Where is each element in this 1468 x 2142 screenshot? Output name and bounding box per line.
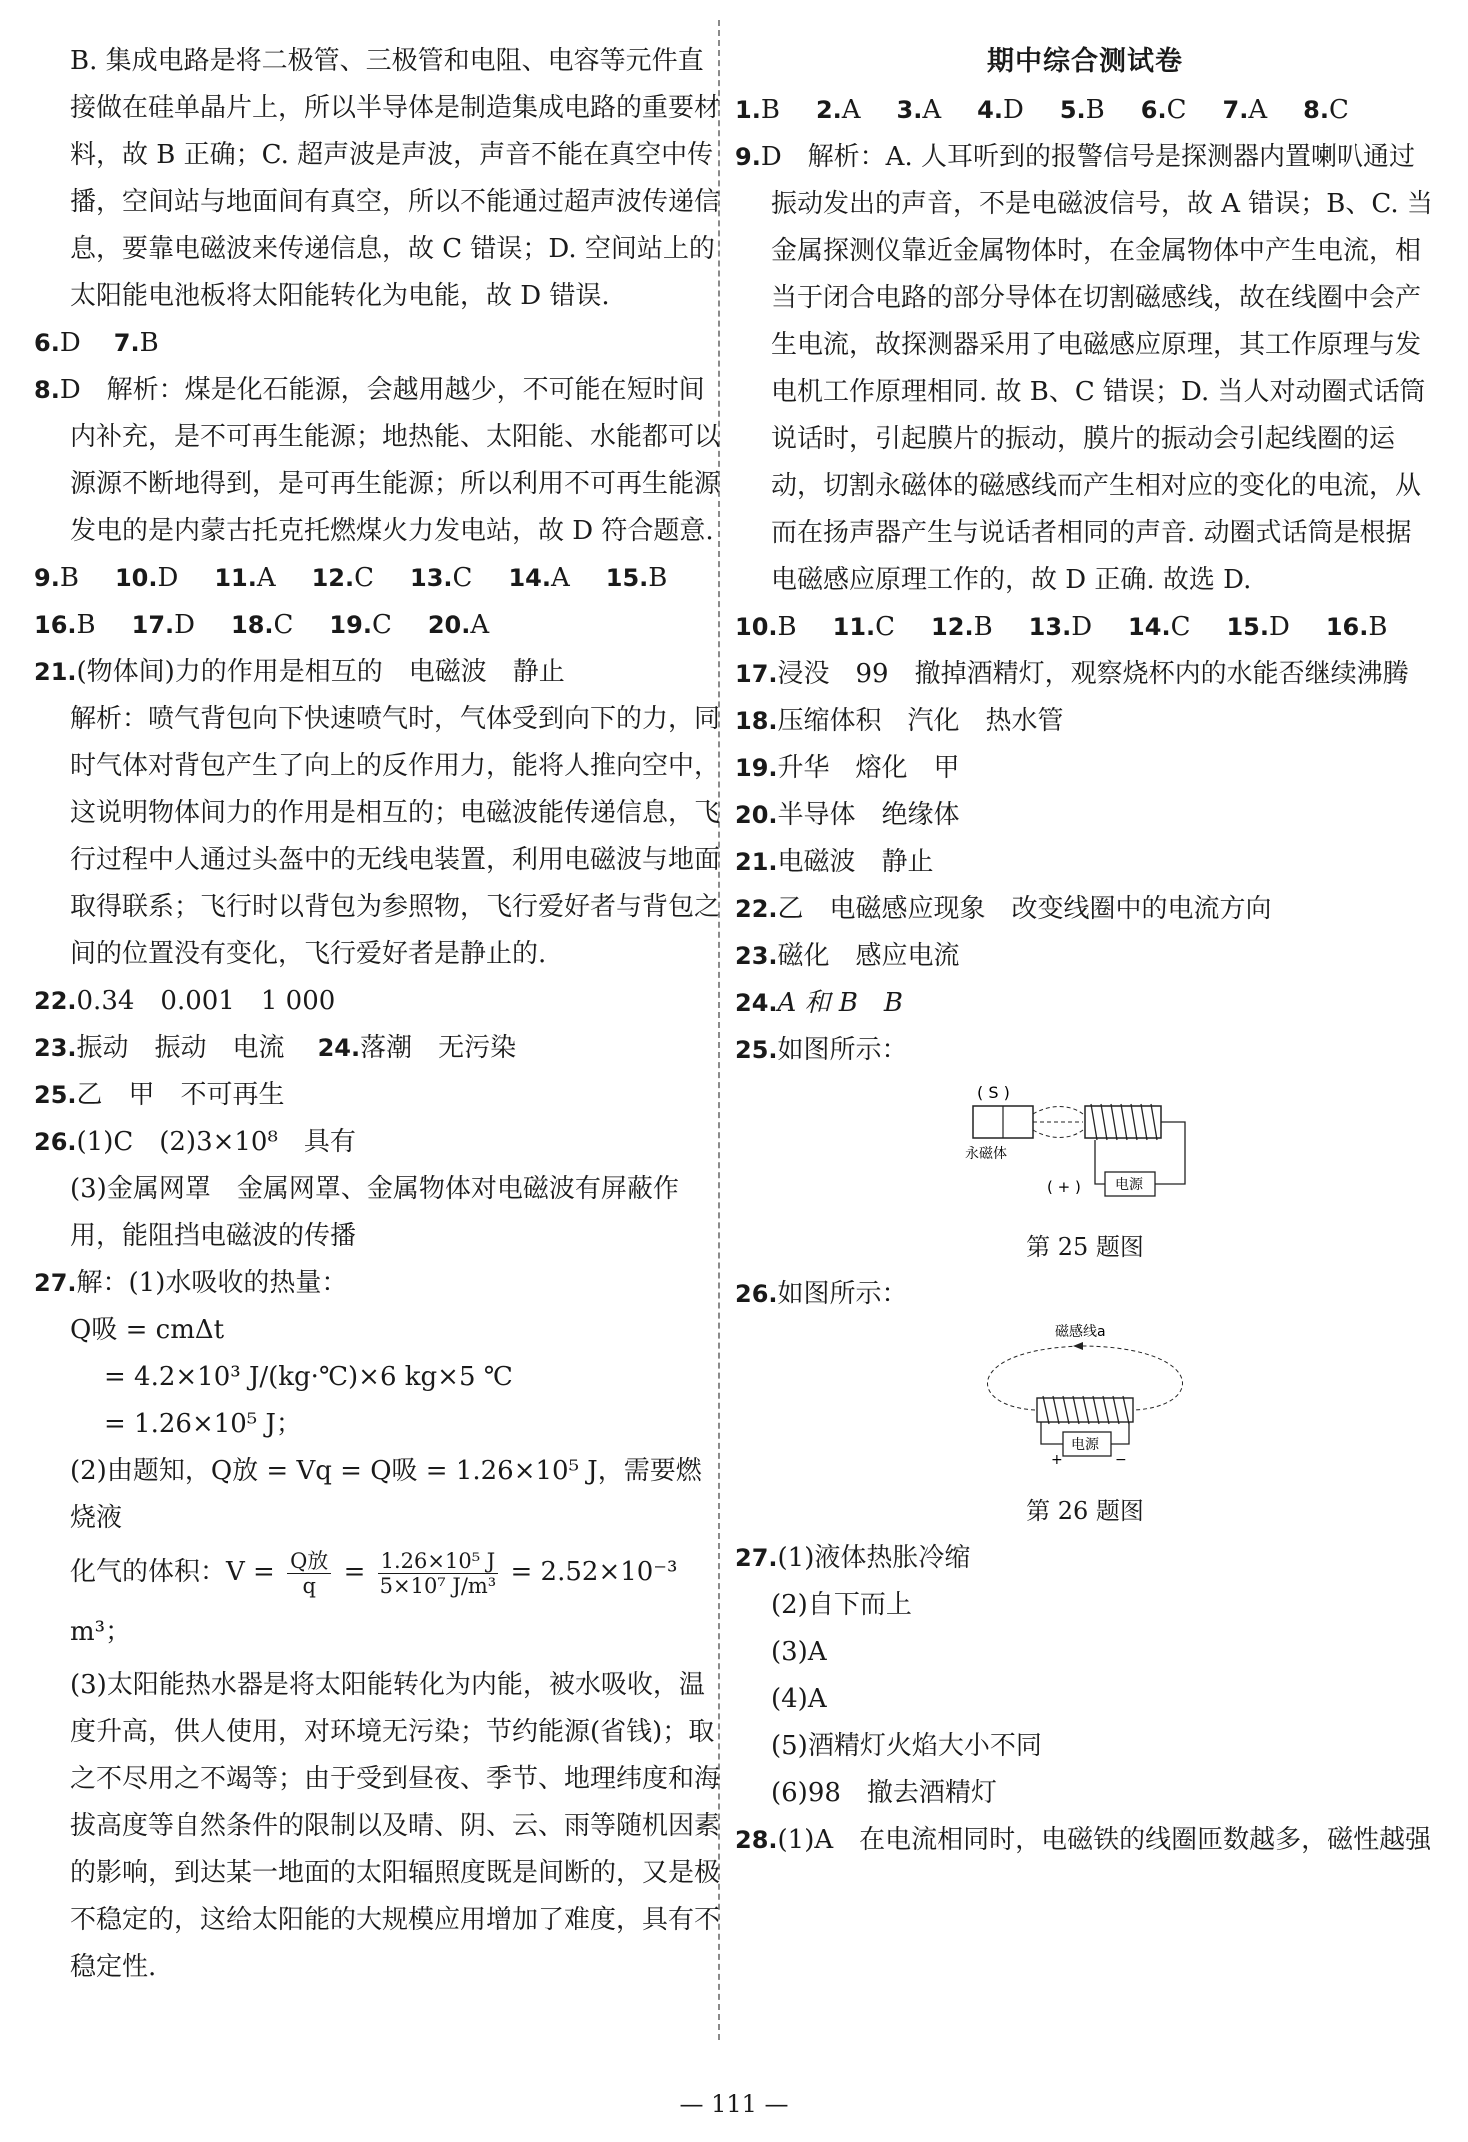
answer-27-part4: (4)A — [771, 1684, 827, 1714]
answer-item: 11.A — [214, 563, 276, 593]
answer-6-7: 6.D 7.B — [34, 328, 159, 358]
answer-item: 12.C — [311, 563, 375, 593]
answer-21-explanation: 解析：喷气背包向下快速喷气时，气体受到向下的力，同时气体对背包产生了向上的反作用力，能将人推向空中，这说明物体间力的作用是相互的；电磁波能传递信息，飞行过程中人通过头盔中的无线电装置，利用电磁波与地面取得联系；飞行时以背包为参照物，飞行爱好者与背包之间的位置没有变化，飞行爱好者是静止的. — [70, 704, 721, 969]
answer-row-16-20 — [34, 602, 724, 649]
answer-item: 5.B — [1059, 95, 1105, 125]
answer-26: 26.如图所示： — [735, 1279, 908, 1309]
answer-27-part3: (3)太阳能热水器是将太阳能转化为内能，被水吸收，温度升高，供人使用，对环境无污染；节约能源(省钱)；取之不尽用之不竭等；由于受到昼夜、季节、地理纬度和海拔高度等自然条件的限制以及晴、阴、云、雨等随机因素的影响，到达某一地面的太阳辐照度既是间断的，又是极不稳定的，这给太阳能的大规模应用增加了难度，具有不稳定性. — [70, 1670, 721, 1982]
answer-item: 4.D — [977, 95, 1024, 125]
fraction-q-over-q: $\frac{\text{Q放}}{q}$ — [287, 1549, 331, 1598]
answer-item: 11.C — [832, 612, 896, 642]
answer-21: 21.(物体间)力的作用是相互的 电磁波 静止 — [34, 657, 565, 687]
answer-24: 24.A 和 B B — [735, 988, 904, 1018]
answer-21: 21.电磁波 静止 — [735, 847, 934, 877]
answer-27-part2: (2)自下而上 — [771, 1590, 912, 1620]
answer-item: 18.C — [231, 610, 294, 640]
answer-item: 7.A — [1222, 95, 1268, 125]
answer-25: 25.乙 甲 不可再生 — [34, 1080, 285, 1110]
pole-label: ( S ) — [977, 1083, 1010, 1102]
answer-item: 2.A — [815, 95, 861, 125]
plus-label: ( + ) — [1047, 1178, 1081, 1196]
answer-item: 14.C — [1128, 612, 1191, 642]
right-column — [735, 38, 1435, 1864]
answer-19: 19.升华 熔化 甲 — [735, 753, 960, 783]
figure-26 — [735, 1318, 1435, 1535]
answer-18: 18.压缩体积 汽化 热水管 — [735, 706, 1064, 736]
figure-25 — [735, 1074, 1435, 1271]
answer-27: 27.(1)液体热胀冷缩 — [735, 1543, 971, 1573]
formula-volume-intro: (2)由题知，Q放 = Vq = Q吸 = 1.26×10⁵ J，需要燃烧液 — [70, 1456, 702, 1533]
answer-27: 27.解：(1)水吸收的热量： — [34, 1268, 348, 1298]
answer-item: 17.D — [131, 610, 195, 640]
answer-item: 15.B — [605, 563, 668, 593]
answer-23: 23.磁化 感应电流 — [735, 941, 960, 971]
answer-item: 13.D — [1028, 612, 1093, 642]
answer-item: 3.A — [896, 95, 942, 125]
answer-5-continued: B. 集成电路是将二极管、三极管和电阻、电容等元件直接做在硅单晶片上，所以半导体是制造集成电路的重要材料，故 B 正确；C. 超声波是声波，声音不能在真空中传播，空间站与地面间有真空，所以不能通过超声波传递信息，要靠电磁波来传递信息，故 C 错误；D. 空间站上的太阳能电池板将太阳能转化为电能，故 D 错误. — [70, 46, 721, 311]
figure-25-diagram — [955, 1074, 1215, 1204]
power-label: 电源 — [1071, 1437, 1099, 1453]
answer-item: 19.C — [329, 610, 392, 640]
answer-23-24: 23.振动 振动 电流 24.落潮 无污染 — [34, 1033, 517, 1063]
answer-item: 12.B — [931, 612, 993, 642]
answer-item: 16.B — [34, 610, 96, 640]
answer-item: 9.B — [34, 563, 79, 593]
field-line-label: 磁感线a — [1055, 1324, 1106, 1340]
answer-item: 13.C — [410, 563, 473, 593]
answer-item: 10.B — [735, 612, 797, 642]
answer-row-10-16 — [735, 604, 1435, 651]
answer-item: 8.C — [1303, 95, 1349, 125]
minus-label: − — [1115, 1452, 1127, 1468]
answer-28: 28.(1)A 在电流相同时，电磁铁的线圈匝数越多，磁性越强 — [735, 1825, 1432, 1855]
fraction-values: $\frac{\text{1.26×10⁵ J}}{\text{5×10⁷ J/m³}}$ — [379, 1548, 497, 1598]
figure-25-caption: 第 25 题图 — [1026, 1233, 1144, 1261]
answer-17: 17.浸没 99 撤掉酒精灯，观察烧杯内的水能否继续沸腾 — [735, 659, 1409, 689]
answer-27-part3: (3)A — [771, 1637, 827, 1667]
answer-22: 22.乙 电磁感应现象 改变线圈中的电流方向 — [735, 894, 1272, 924]
answer-item: 16.B — [1325, 612, 1388, 642]
answer-22: 22.0.34 0.001 1 000 — [34, 986, 336, 1016]
answer-item: 15.D — [1226, 612, 1290, 642]
answer-item: 20.A — [427, 610, 490, 640]
answer-row-9-15 — [34, 555, 724, 602]
figure-26-caption: 第 26 题图 — [1026, 1497, 1144, 1525]
answer-27-part6: (6)98 撤去酒精灯 — [771, 1778, 997, 1808]
answer-26-part3: (3)金属网罩 金属网罩、金属物体对电磁波有屏蔽作用，能阻挡电磁波的传播 — [70, 1174, 679, 1251]
answer-26: 26.(1)C (2)3×10⁸ 具有 — [34, 1127, 356, 1157]
formula-volume: 化气的体积：V = $\frac{\text{Q放}}{q}$ = $\frac{\text{1.26×10⁵ J}}{\text{5×10⁷ J/m³}}$ = 2.52×10⁻³ m³； — [70, 1548, 678, 1647]
answer-27-part5: (5)酒精灯火焰大小不同 — [771, 1731, 1042, 1761]
answer-8: 8.D 解析：煤是化石能源，会越用越少，不可能在短时间内补充，是不可再生能源；地热能、太阳能、水能都可以源源不断地得到，是可再生能源；所以利用不可再生能源发电的是内蒙古托克托燃煤火力发电站，故 D 符合题意. — [34, 375, 721, 546]
answer-20: 20.半导体 绝缘体 — [735, 800, 960, 830]
magnet-label: 永磁体 — [965, 1146, 1007, 1162]
formula-heat-step1: = 4.2×10³ J/(kg·℃)×6 kg×5 ℃ — [104, 1362, 513, 1392]
answer-item: 6.C — [1140, 95, 1187, 125]
answer-9: 9.D 解析：A. 人耳听到的报警信号是探测器内置喇叭通过振动发出的声音，不是电磁波信号，故 A 错误；B、C. 当金属探测仪靠近金属物体时，在金属物体中产生电流，相当于闭合电路的部分导体在切割磁感线，故在线圈中会产生电流，故探测器采用了电磁感应原理，其工作原理与发电机工作原理相同. 故 B、C 错误；D. 当人对动圈式话筒说话时，引起膜片的振动，膜片的振动会引起线圈的运动，切割永磁体的磁感线而产生相对应的变化的电流，从而在扬声器产生与说话者相同的声音. 动圈式话筒是根据电磁感应原理工作的，故 D 正确. 故选 D. — [735, 142, 1433, 595]
plus-label: + — [1051, 1452, 1063, 1468]
formula-heat-step2: = 1.26×10⁵ J； — [104, 1409, 302, 1439]
left-column — [34, 38, 724, 1991]
section-title: 期中综合测试卷 — [987, 46, 1183, 77]
answer-item: 14.A — [508, 563, 570, 593]
answer-25: 25.如图所示： — [735, 1035, 908, 1065]
answer-item: 1.B — [735, 95, 780, 125]
figure-26-diagram — [955, 1318, 1215, 1468]
formula-heat: Q吸 = cmΔt — [70, 1315, 225, 1345]
page-number: — 111 — — [679, 2090, 789, 2118]
power-label: 电源 — [1115, 1177, 1143, 1193]
answer-item: 10.D — [114, 563, 179, 593]
answer-row-1-8 — [735, 87, 1435, 134]
